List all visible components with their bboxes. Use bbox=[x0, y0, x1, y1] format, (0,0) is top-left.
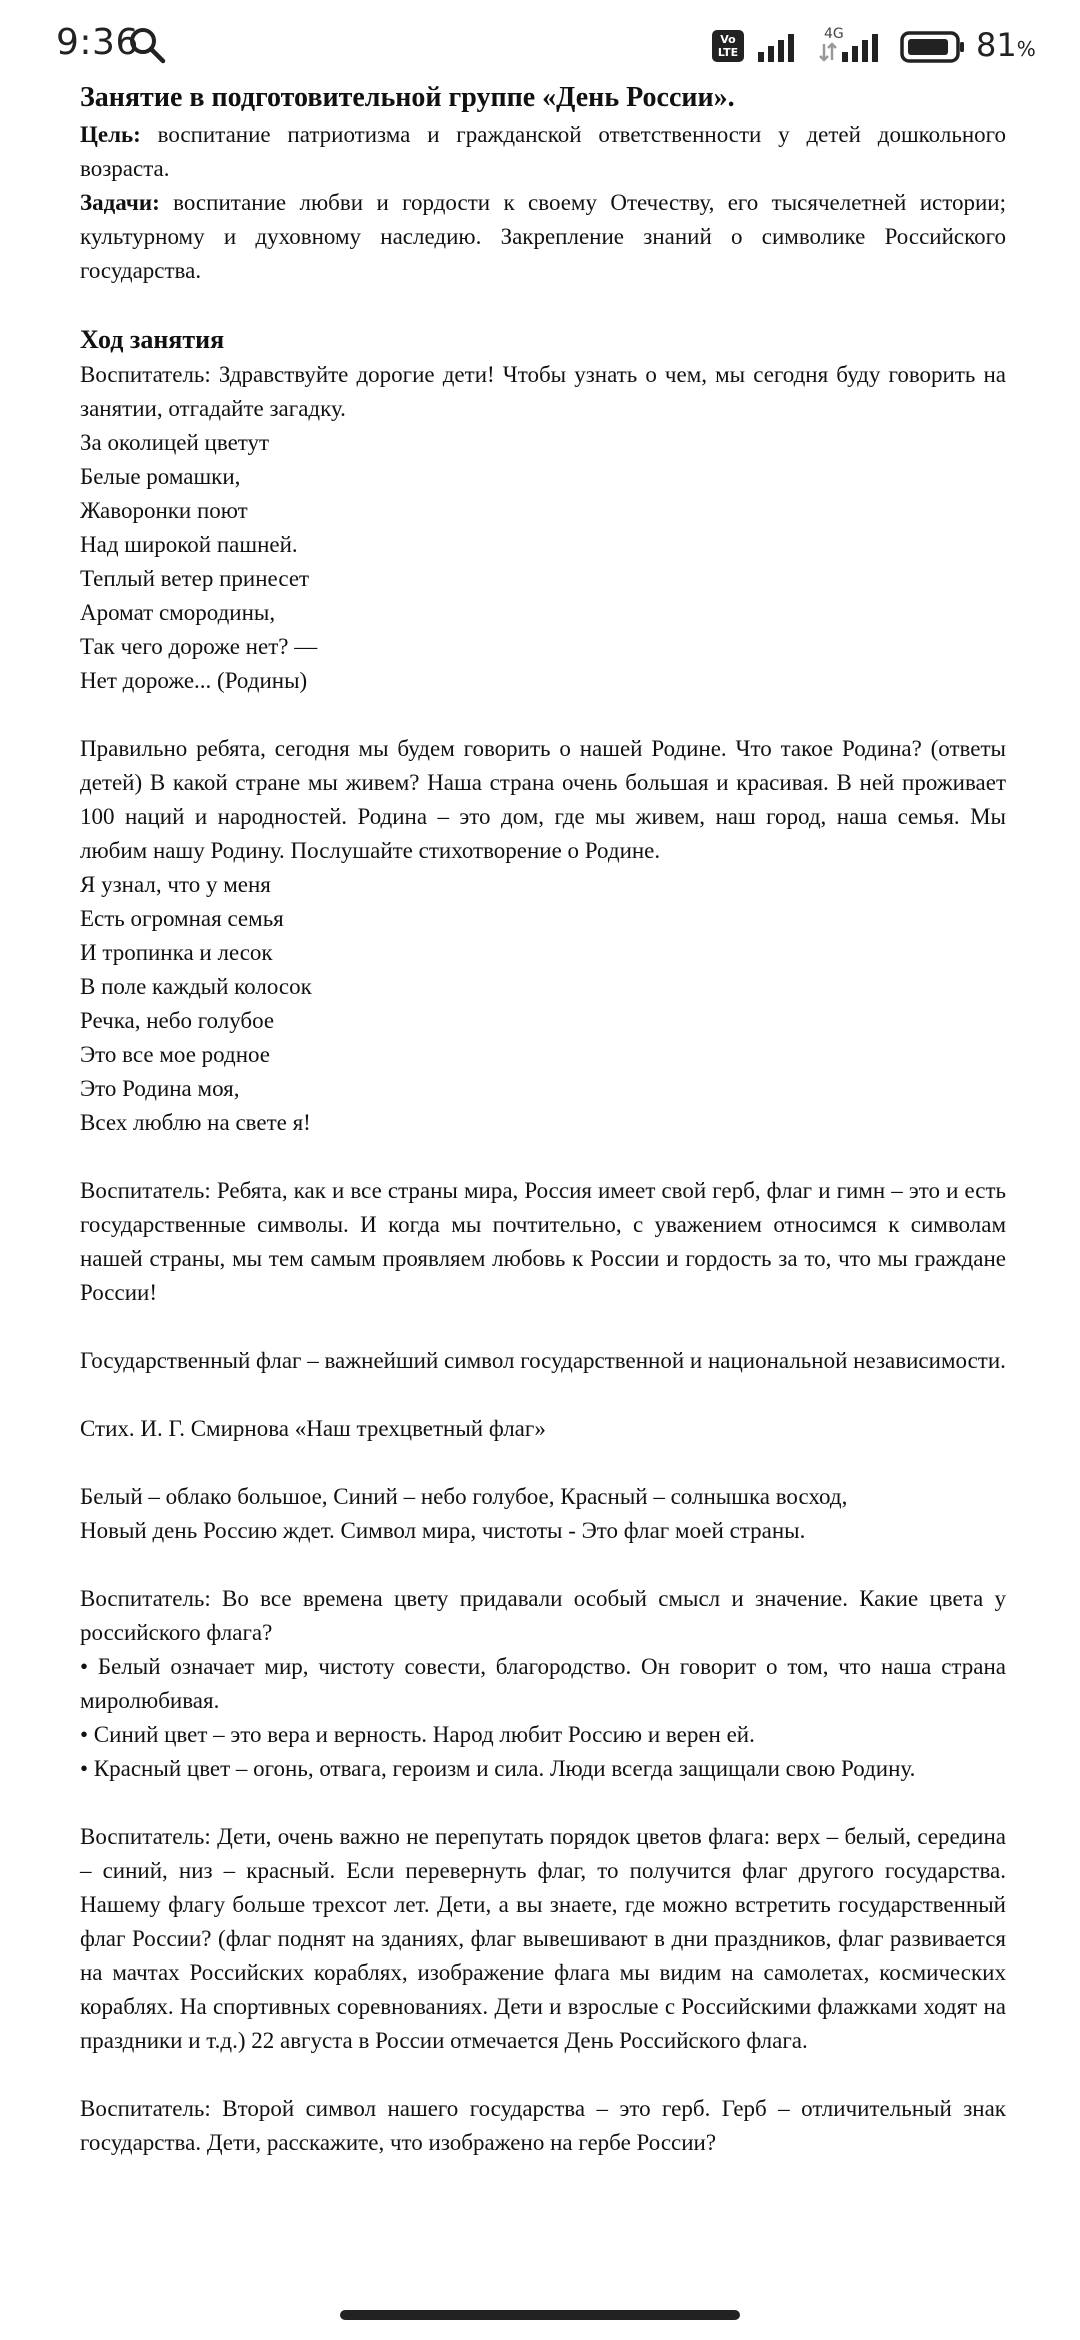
poem-line: В поле каждый колосок bbox=[80, 974, 312, 999]
signal-strength-icon bbox=[756, 30, 806, 64]
bullet-item: • Синий цвет – это вера и верность. Народ любит Россию и верен ей. bbox=[80, 1722, 755, 1747]
poem-title: Стих. И. Г. Смирнова «Наш трехцветный флаг» bbox=[80, 1416, 546, 1441]
flag-poem-line: Новый день Россию ждет. Символ мира, чистоты - Это флаг моей страны. bbox=[80, 1518, 806, 1543]
intro-paragraph: Воспитатель: Здравствуйте дорогие дети! Чтобы узнать о чем, мы сегодня буду говорить на занятии, отгадайте загадку. bbox=[80, 362, 1006, 421]
poem-line: Это Родина моя, bbox=[80, 1076, 240, 1101]
emblem-paragraph: Воспитатель: Второй символ нашего государства – это герб. Герб – отличительный знак государства. Дети, расскажите, что изображено на гербе России? bbox=[80, 2096, 1006, 2155]
riddle-line: Аромат смородины, bbox=[80, 600, 276, 625]
signal-strength-4g-icon bbox=[818, 30, 892, 64]
network-type-label: 4G bbox=[824, 26, 844, 42]
document-title: Занятие в подготовительной группе «День России». bbox=[80, 82, 735, 113]
flag-paragraph: Государственный флаг – важнейший символ государственной и национальной независимости. bbox=[80, 1348, 1006, 1373]
goal-paragraph bbox=[80, 118, 1006, 186]
motherland-paragraph: Правильно ребята, сегодня мы будем говорить о нашей Родине. Что такое Родина? (ответы детей) В какой стране мы живем? Наша страна очень большая и красивая. В ней проживает 100 наций и народностей. Родина – это дом, где мы живем, наш город, наша семья. Мы любим нашу Родину. Послушайте стихотворение о Родине. bbox=[80, 736, 1006, 863]
poem-line: Всех люблю на свете я! bbox=[80, 1110, 311, 1135]
poem-line: И тропинка и лесок bbox=[80, 940, 273, 965]
status-time: 9:36 bbox=[56, 22, 139, 63]
flag-poem-line: Белый – облако большое, Синий – небо голубое, Красный – солнышка восход, bbox=[80, 1484, 848, 1509]
volte-icon: Vo LTE bbox=[712, 30, 744, 62]
riddle-line: Белые ромашки, bbox=[80, 464, 241, 489]
poem-line: Есть огромная семья bbox=[80, 906, 284, 931]
battery-icon bbox=[900, 30, 966, 64]
tasks-paragraph bbox=[80, 186, 1006, 288]
riddle-line: Жаворонки поют bbox=[80, 498, 248, 523]
colors-question-paragraph: Воспитатель: Во все времена цвету придавали особый смысл и значение. Какие цвета у российского флага? bbox=[80, 1586, 1006, 1645]
bullet-item: • Белый означает мир, чистоту совести, благородство. Он говорит о том, что наша страна миролюбивая. bbox=[80, 1654, 1006, 1713]
document-page bbox=[80, 78, 1006, 2160]
bullet-item: • Красный цвет – огонь, отвага, героизм и сила. Люди всегда защищали свою Родину. bbox=[80, 1756, 916, 1781]
symbols-paragraph: Воспитатель: Ребята, как и все страны мира, Россия имеет свой герб, флаг и гимн – это и есть государственные символы. И когда мы почтительно, с уважением относимся к символам нашей страны, мы тем самым проявляем любовь к России и гордость за то, что мы граждане России! bbox=[80, 1178, 1006, 1305]
goal-label: Цель: bbox=[80, 122, 141, 147]
home-indicator[interactable] bbox=[340, 2310, 740, 2320]
riddle-line: Нет дороже... (Родины) bbox=[80, 668, 308, 693]
goal-text: воспитание патриотизма и гражданской ответственности у детей дошкольного возраста. bbox=[80, 122, 1006, 181]
riddle-line: Так чего дороже нет? — bbox=[80, 634, 318, 659]
poem-line: Речка, небо голубое bbox=[80, 1008, 275, 1033]
riddle-line: За околицей цветут bbox=[80, 430, 270, 455]
riddle-line: Над широкой пашней. bbox=[80, 532, 298, 557]
tasks-text: воспитание любви и гордости к своему Отечеству, его тысячелетней истории; культурному и духовному наследию. Закрепление знаний о символике Российского государства. bbox=[80, 190, 1006, 283]
riddle-line: Теплый ветер принесет bbox=[80, 566, 310, 591]
search-icon[interactable] bbox=[128, 26, 166, 64]
battery-percent: 81% bbox=[976, 26, 1036, 64]
tasks-label: Задачи: bbox=[80, 190, 160, 215]
poem-line: Я узнал, что у меня bbox=[80, 872, 271, 897]
flag-order-paragraph: Воспитатель: Дети, очень важно не перепутать порядок цветов флага: верх – белый, середина – синий, низ – красный. Если перевернуть флаг, то получится флаг другого государства. Нашему флагу больше трехсот лет. Дети, а вы знаете, где можно встретить государственный флаг России? (флаг поднят на зданиях, флаг вывешивают в дни праздников, флаг развивается на мачтах Российских кораблях, изображение флага мы видим на самолетах, космических кораблях. На спортивных соревнованиях. Дети и взрослые с Российскими флажками ходят на праздники и т.д.) 22 августа в России отмечается День Российского флага. bbox=[80, 1824, 1006, 2053]
course-heading: Ход занятия bbox=[80, 325, 225, 354]
poem-line: Это все мое родное bbox=[80, 1042, 270, 1067]
